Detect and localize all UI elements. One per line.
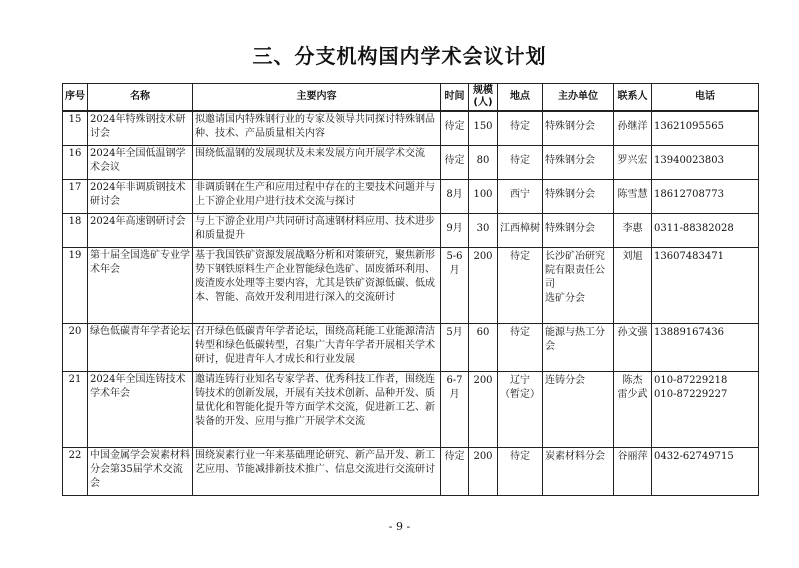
row-phone: 18612708773 (652, 179, 759, 213)
row-place: 江西樟树 (498, 213, 543, 247)
row-name: 中国金属学会炭素材料分会第35届学术交流会 (88, 447, 193, 495)
row-no: 16 (63, 145, 88, 179)
row-content: 邀请连铸行业知名专家学者、优秀科技工作者，围绕连铸技术的创新发展，开展有关技术创新、品种开发、质量优化和智能化提升等方面学术交流，促进新工艺、新装备的开发、应用与推广开展学术交流 (193, 371, 441, 447)
row-place: 待定 (498, 323, 543, 371)
row-content: 围绕低温钢的发展现状及未来发展方向开展学术交流 (193, 145, 441, 179)
row-place: 待定 (498, 447, 543, 495)
row-time: 5月 (441, 323, 469, 371)
row-place: 待定 (498, 145, 543, 179)
row-place: 辽宁 （暂定） (498, 371, 543, 447)
row-content: 基于我国铁矿资源发展战略分析和对策研究，聚焦新形势下钢铁原料生产企业智能绿色选矿、固废循环利用、废渣废水处理等主要内容，尤其是铁矿资源低碳、低成本、智能、高效开发利用进行深入的交流研讨 (193, 247, 441, 323)
table-body (63, 111, 759, 495)
table-row (63, 247, 759, 323)
row-phone: 13940023803 (652, 145, 759, 179)
row-phone: 0432-62749715 (652, 447, 759, 495)
table-row (63, 111, 759, 145)
row-time: 6-7月 (441, 371, 469, 447)
header-contact: 联系人 (614, 84, 652, 112)
row-contact: 孙文强 (614, 323, 652, 371)
row-organizer: 能源与热工分会 (543, 323, 614, 371)
row-place: 待定 (498, 111, 543, 145)
row-scale: 60 (469, 323, 498, 371)
row-contact: 陈雪慧 (614, 179, 652, 213)
page-title: 三、分支机构国内学术会议计划 (252, 44, 547, 68)
header-no: 序号 (63, 84, 88, 112)
header-time: 时间 (441, 84, 469, 112)
row-time: 8月 (441, 179, 469, 213)
row-time: 5-6月 (441, 247, 469, 323)
row-organizer: 长沙矿冶研究院有限责任公司 选矿分会 (543, 247, 614, 323)
table-row (63, 145, 759, 179)
header-scale: 规模(人) (469, 84, 498, 112)
header-phone: 电话 (652, 84, 759, 112)
row-contact: 谷丽萍 (614, 447, 652, 495)
header-name: 名称 (88, 84, 193, 112)
row-time: 9月 (441, 213, 469, 247)
row-scale: 150 (469, 111, 498, 145)
row-time: 待定 (441, 145, 469, 179)
row-name: 2024年高速钢研讨会 (88, 213, 193, 247)
row-time: 待定 (441, 447, 469, 495)
row-phone: 13607483471 (652, 247, 759, 323)
row-scale: 200 (469, 447, 498, 495)
row-organizer: 特殊钢分会 (543, 145, 614, 179)
row-organizer: 连铸分会 (543, 371, 614, 447)
row-phone: 010-87229218 010-87229227 (652, 371, 759, 447)
row-place: 西宁 (498, 179, 543, 213)
table-header-row (63, 84, 759, 112)
row-phone: 0311-88382028 (652, 213, 759, 247)
row-organizer: 特殊钢分会 (543, 213, 614, 247)
conference-plan-table (62, 83, 759, 496)
row-no: 17 (63, 179, 88, 213)
row-contact: 孙继洋 (614, 111, 652, 145)
page-number: - 9 - (388, 520, 411, 533)
table-row (63, 371, 759, 447)
header-content: 主要内容 (193, 84, 441, 112)
row-name: 第十届全国选矿专业学术年会 (88, 247, 193, 323)
table-row (63, 447, 759, 495)
row-contact: 刘旭 (614, 247, 652, 323)
row-name: 2024年特殊钢技术研讨会 (88, 111, 193, 145)
row-scale: 30 (469, 213, 498, 247)
row-content: 拟邀请国内特殊钢行业的专家及领导共同探讨特殊钢品种、技术、产品质量相关内容 (193, 111, 441, 145)
row-phone: 13621095565 (652, 111, 759, 145)
row-contact: 李惠 (614, 213, 652, 247)
row-no: 15 (63, 111, 88, 145)
row-no: 19 (63, 247, 88, 323)
row-scale: 80 (469, 145, 498, 179)
row-no: 21 (63, 371, 88, 447)
row-content: 与上下游企业用户共同研讨高速钢材料应用、技术进步和质量提升 (193, 213, 441, 247)
header-organizer: 主办单位 (543, 84, 614, 112)
row-name: 绿色低碳青年学者论坛 (88, 323, 193, 371)
row-contact: 罗兴宏 (614, 145, 652, 179)
row-scale: 200 (469, 247, 498, 323)
row-content: 召开绿色低碳青年学者论坛，围绕高耗能工业能源清洁转型和绿色低碳转型，召集广大青年学者开展相关学术研讨，促进青年人才成长和行业发展 (193, 323, 441, 371)
row-name: 2024年全国连铸技术学术年会 (88, 371, 193, 447)
row-no: 22 (63, 447, 88, 495)
row-organizer: 特殊钢分会 (543, 111, 614, 145)
row-organizer: 特殊钢分会 (543, 179, 614, 213)
row-no: 18 (63, 213, 88, 247)
row-content: 围绕炭素行业一年来基础理论研究、新产品开发、新工艺应用、节能减排新技术推广、信息交流进行交流研讨 (193, 447, 441, 495)
row-scale: 100 (469, 179, 498, 213)
table-row (63, 179, 759, 213)
table-row (63, 323, 759, 371)
row-phone: 13889167436 (652, 323, 759, 371)
row-contact: 陈杰 雷少武 (614, 371, 652, 447)
header-place: 地点 (498, 84, 543, 112)
row-place: 待定 (498, 247, 543, 323)
row-time: 待定 (441, 111, 469, 145)
table-row (63, 213, 759, 247)
row-content: 非调质钢在生产和应用过程中存在的主要技术问题并与上下游企业用户进行技术交流与探讨 (193, 179, 441, 213)
row-scale: 200 (469, 371, 498, 447)
row-name: 2024年全国低温钢学术会议 (88, 145, 193, 179)
row-organizer: 炭素材料分会 (543, 447, 614, 495)
row-no: 20 (63, 323, 88, 371)
row-name: 2024年非调质钢技术研讨会 (88, 179, 193, 213)
